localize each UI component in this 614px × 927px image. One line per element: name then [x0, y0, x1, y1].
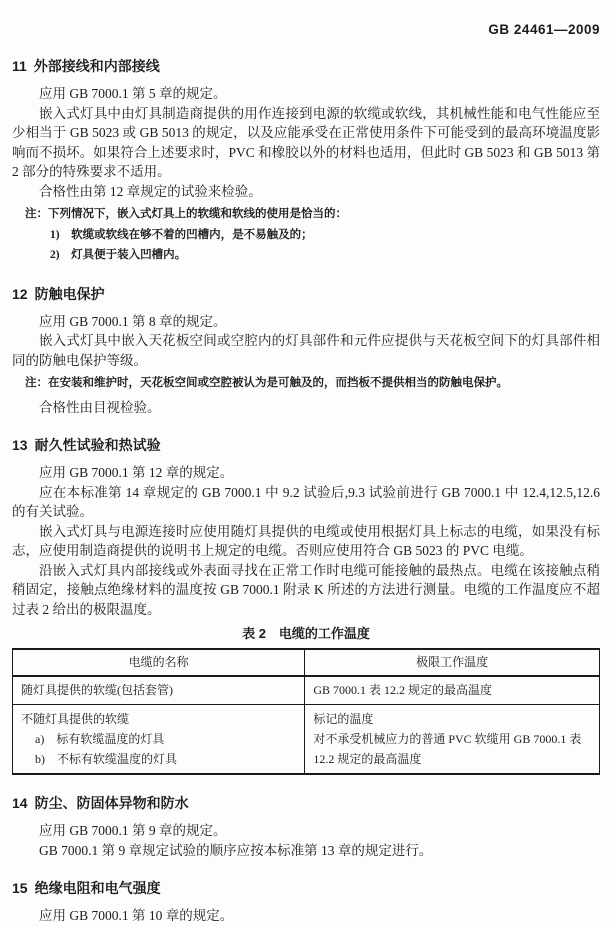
note-block: [12, 204, 600, 266]
section-number: 15: [12, 880, 28, 896]
cell-list-item: b) 不标有软缆温度的灯具: [35, 752, 177, 766]
cell-list-item: a) 标有软缆温度的灯具: [35, 732, 165, 746]
section-title: 外部接线和内部接线: [33, 58, 160, 74]
cell-cable-name: [13, 705, 305, 775]
table-caption: 表 2 电缆的工作温度: [242, 626, 370, 641]
section-15-heading: [12, 880, 600, 896]
paragraph: 应用 GB 7000.1 第 10 章的规定。: [39, 908, 234, 923]
table-row: [13, 705, 600, 775]
section-number: 13: [12, 437, 28, 453]
paragraph: GB 7000.1 第 9 章规定试验的顺序应按本标准第 13 章的规定进行。: [39, 842, 433, 858]
paragraph: 应用 GB 7000.1 第 8 章的规定。: [39, 313, 227, 329]
cell-line: 标记的温度: [313, 712, 374, 726]
section-number: 11: [12, 58, 27, 74]
note-list-item: 2) 灯具便于装入凹槽内。: [50, 249, 187, 261]
cable-operating-temperature-table: [12, 648, 600, 775]
paragraph: 应用 GB 7000.1 第 9 章的规定。: [39, 823, 227, 838]
paragraph: 嵌入式灯具中由灯具制造商提供的用作连接到电源的软缆或软线，其机械性能和电气性能应至少相当于 GB 5023 或 GB 5013 的规定，以及应能承受在正常使用条件下可能受到的最高环境温度影响而不损坏。如果符合上述要求时，PVC 和橡胶以外的材料也适用，但此时 GB 5023 和 GB 5013 第 2 部分的特殊要求不适用。: [12, 105, 600, 179]
section-12-heading: [12, 286, 600, 302]
column-header-cable-name: 电缆的名称: [13, 649, 305, 676]
note-list-item: 1) 软缆或软线在够不着的凹槽内，是不易触及的；: [50, 228, 313, 241]
section-number: 12: [12, 285, 28, 302]
cell-limit-temperature: [305, 705, 600, 775]
section-11-heading: [12, 58, 600, 74]
column-header-limit-temperature: 极限工作温度: [305, 649, 600, 676]
note-text: 注：在安装和维护时，天花板空间或空腔被认为是可触及的，而挡板不提供相当的防触电保护。: [25, 377, 508, 389]
paragraph: 应在本标准第 14 章规定的 GB 7000.1 中 9.2 试验后,9.3 试验前进行 GB 7000.1 中 12.4,12.5,12.6 的有关试验。: [12, 484, 600, 519]
paragraph: 应用 GB 7000.1 第 5 章的规定。: [39, 86, 227, 101]
note-text: 注：下列情况下，嵌入式灯具上的软缆和软线的使用是恰当的：: [25, 208, 347, 220]
cell-cable-name: 随灯具提供的软缆(包括套管): [21, 683, 173, 697]
section-13-heading: [12, 437, 600, 453]
paragraph: 嵌入式灯具与电源连接时应使用随灯具提供的电缆或使用根据灯具上标志的电缆，如果没有标志，应使用制造商提供的说明书上规定的电缆。否则应使用符合 GB 5023 的 PVC 电缆。: [12, 523, 600, 558]
note-block: [12, 373, 600, 394]
section-number: 14: [12, 795, 28, 811]
cell-limit-temperature: GB 7000.1 表 12.2 规定的最高温度: [305, 676, 600, 705]
table-header-row: [13, 649, 600, 676]
cell-line: 对不承受机械应力的普通 PVC 软缆用 GB 7000.1 表 12.2 规定的最高温度: [313, 732, 582, 766]
paragraph: 合格性由第 12 章规定的试验来检验。: [39, 183, 262, 199]
section-title: 耐久性试验和热试验: [34, 437, 161, 453]
paragraph: 嵌入式灯具中嵌入天花板空间或空腔内的灯具部件和元件应提供与天花板空间下的灯具部件相同的防触电保护等级。: [12, 333, 600, 368]
section-14-heading: [12, 795, 600, 811]
cell-line: 不随灯具提供的软缆: [21, 712, 130, 726]
paragraph: 合格性由目视检验。: [39, 399, 161, 415]
table-row: [13, 676, 600, 705]
paragraph: 应用 GB 7000.1 第 12 章的规定。: [39, 465, 234, 480]
section-title: 防触电保护: [34, 285, 105, 302]
paragraph: 沿嵌入式灯具内部接线或外表面寻找在正常工作时电缆可能接触的最热点。电缆在该接触点稍稍固定，接触点绝缘材料的温度按 GB 7000.1 附录 K 所述的方法进行测量。电缆的工作温度应不超过表 2 给出的极限温度。: [12, 562, 600, 617]
section-title: 防尘、防固体异物和防水: [34, 795, 189, 811]
section-title: 绝缘电阻和电气强度: [34, 880, 161, 896]
standard-code-header: GB 24461—2009: [488, 22, 600, 37]
